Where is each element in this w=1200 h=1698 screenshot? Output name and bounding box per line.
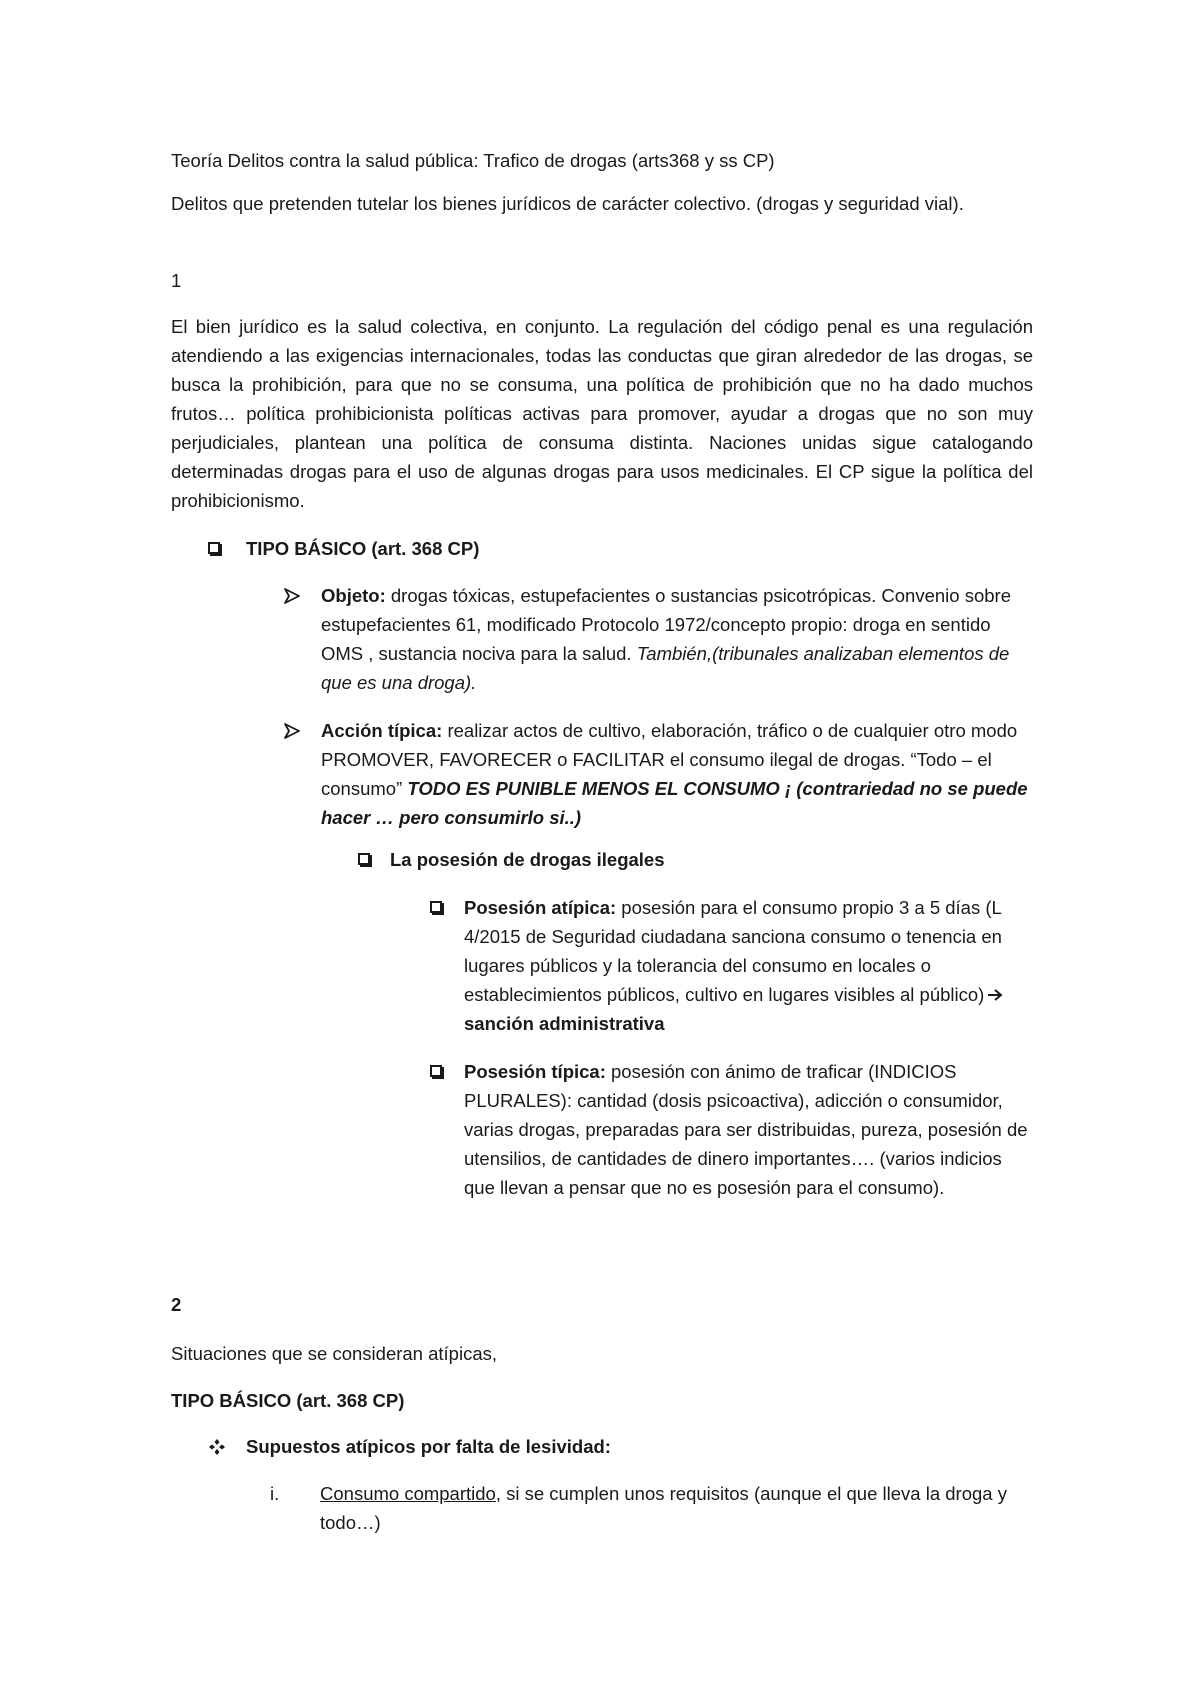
supuestos-heading: Supuestos atípicos por falta de lesividad: <box>246 1436 611 1457</box>
consumo-compartido-item <box>270 1479 1015 1537</box>
section2-heading: TIPO BÁSICO (art. 368 CP) <box>171 1390 405 1411</box>
objeto-item <box>283 581 1035 697</box>
consumo-compartido-text <box>320 1479 1015 1537</box>
consumo-compartido-body: , si se cumplen unos requisitos (aunque el que lleva la droga y todo…) <box>320 1483 1007 1533</box>
tipica-label: Posesión típica: <box>464 1061 606 1082</box>
objeto-body: drogas tóxicas, estupefacientes o sustancias psicotrópicas. Convenio sobre estupefacientes 61, modificado Protocolo 1972/concepto propio: droga en sentido OMS , sustancia nociva para la salud. <box>321 585 1011 664</box>
accion-emphasis: TODO ES PUNIBLE MENOS EL CONSUMO ¡ (contrariedad no se puede hacer … pero consumirlo si..) <box>321 778 1028 828</box>
four-diamond-bullet-icon <box>208 1432 230 1461</box>
posesion-tipica-item <box>430 1057 1030 1202</box>
tipo-basico-heading: TIPO BÁSICO (art. 368 CP) <box>246 538 480 559</box>
tipica-body: posesión con ánimo de traficar (INDICIOS PLURALES): cantidad (dosis psicoactiva), adicción o consumidor, varias drogas, preparadas para ser distribuidas, pureza, posesión de utensilios, de cantidades de dinero importantes…. (varios indicios que llevan a pensar que no es posesión para el consumo). <box>464 1061 1028 1198</box>
document-title: Teoría Delitos contra la salud pública: Trafico de drogas (arts368 y ss CP) <box>171 150 775 171</box>
atipica-body: posesión para el consumo propio 3 a 5 días (L 4/2015 de Seguridad ciudadana sanciona consumo o tenencia en lugares públicos y la tolerancia del consumo en locales o establecimientos públicos, cultivo en lugares visibles al público) <box>464 897 1002 1005</box>
section1-paragraph: El bien jurídico es la salud colectiva, en conjunto. La regulación del código penal es una regulación atendiendo a las exigencias internacionales, todas las conductas que giran alrededor de las drogas, se busca la prohibición, para que no se consuma, una política de prohibición que no ha dado muchos frutos… política prohibicionista políticas activas para promover, ayudar a drogas que no son muy perjudiciales, plantean una política de consuma distinta. Naciones unidas sigue catalogando determinadas drogas para el uso de algunas drogas para usos medicinales. El CP sigue la política del prohibicionismo. <box>171 316 1033 511</box>
section-number-2: 2 <box>171 1294 182 1315</box>
arrowhead-bullet-icon <box>283 716 305 745</box>
accion-body: realizar actos de cultivo, elaboración, tráfico o de cualquier otro modo PROMOVER, FAVORECER o FACILITAR el consumo ilegal de drogas. “Todo – el consumo” <box>321 720 1018 799</box>
intro-paragraph: Delitos que pretenden tutelar los bienes jurídicos de carácter colectivo. (drogas y seguridad vial). <box>171 193 964 214</box>
tipo-basico-item <box>208 534 1008 563</box>
atipica-result: sanción administrativa <box>464 1013 665 1034</box>
checkbox-icon <box>358 845 380 874</box>
objeto-text <box>321 581 1035 697</box>
checkbox-icon <box>430 893 452 922</box>
accion-label: Acción típica: <box>321 720 443 741</box>
checkbox-icon <box>208 534 230 563</box>
atipica-label: Posesión atípica: <box>464 897 617 918</box>
accion-text <box>321 716 1035 832</box>
roman-numeral-marker: i. <box>270 1483 280 1504</box>
posesion-heading: La posesión de drogas ilegales <box>390 849 665 870</box>
section2-intro: Situaciones que se consideran atípicas, <box>171 1343 498 1364</box>
right-arrow-icon <box>987 988 1003 1002</box>
arrowhead-bullet-icon <box>283 581 305 610</box>
accion-item <box>283 716 1035 832</box>
posesion-tipica-text <box>464 1057 1030 1202</box>
consumo-compartido-underlined: Consumo compartido <box>320 1483 496 1504</box>
objeto-italic: También,(tribunales analizaban elementos de que es una droga). <box>321 643 1010 693</box>
posesion-atipica-item <box>430 893 1030 1038</box>
objeto-label: Objeto: <box>321 585 386 606</box>
posesion-item <box>358 845 1018 874</box>
supuestos-item <box>208 1432 1008 1461</box>
section-number-1: 1 <box>171 270 182 291</box>
posesion-atipica-text <box>464 893 1030 1038</box>
checkbox-icon <box>430 1057 452 1086</box>
